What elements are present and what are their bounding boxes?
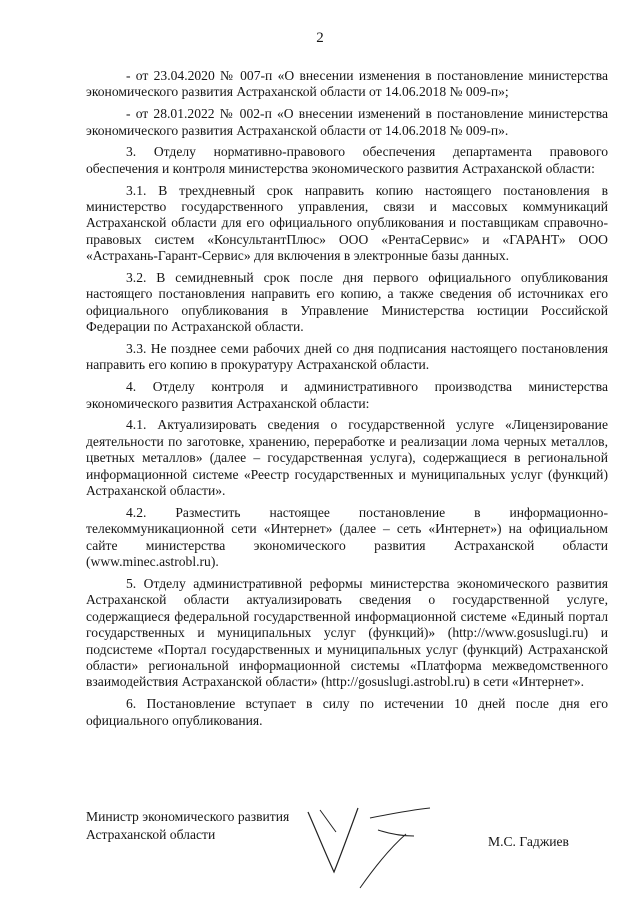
document-body xyxy=(86,68,608,734)
paragraph-6: 6. Постановление вступает в силу по истечении 10 дней после дня его официального опубликования. xyxy=(86,696,608,728)
page-number: 2 xyxy=(316,30,324,46)
paragraph-amendment-1: - от 23.04.2020 № 007-п «О внесении изменения в постановление министерства экономического развития Астраханской области от 14.06.2018 № 009-п»; xyxy=(86,68,608,100)
handwritten-signature xyxy=(290,790,470,890)
paragraph-3-1: 3.1. В трехдневный срок направить копию настоящего постановления в министерство государственного управления, связи и массовых коммуникаций Астраханской области для его официального опубликования и поставщикам справочно-правовых систем «КонсультантПлюс» ООО «РентаСервис» и «ГАРАНТ» ООО «Астрахань-Гарант-Сервис» для включения в электронные базы данных. xyxy=(86,182,608,264)
paragraph-4-2: 4.2. Разместить настоящее постановление в информационно-телекоммуникационной сети «Интернет» (далее – сеть «Интернет») на официальном сайте министерства экономического развития Астраханской области (www.minec.astrobl.ru). xyxy=(86,504,608,570)
paragraph-3-2: 3.2. В семидневный срок после дня первого официального опубликования настоящего постановления направить его копию, а также сведения об источниках его официального опубликования в Управление Министерства юстиции Российской Федерации по Астраханской области. xyxy=(86,270,608,335)
paragraph-4-1: 4.1. Актуализировать сведения о государственной услуге «Лицензирование деятельности по заготовке, хранению, переработке и реализации лома черных металлов, цветных металлов» (далее – государственная услуга), содержащиеся в региональной информационной системе «Реестр государственных и муниципальных услуг (функций) Астраханской области». xyxy=(86,417,608,499)
paragraph-4: 4. Отделу контроля и административного производства министерства экономического развития Астраханской области: xyxy=(86,379,608,411)
signatory-title-line1: Министр экономического развития xyxy=(86,809,290,824)
paragraph-3-3: 3.3. Не позднее семи рабочих дней со дня подписания настоящего постановления направить его копию в прокуратуру Астраханской области. xyxy=(86,341,608,373)
paragraph-3: 3. Отделу нормативно-правового обеспечения департамента правового обеспечения и контроля министерства экономического развития Астраханской области: xyxy=(86,144,608,176)
paragraph-5: 5. Отделу административной реформы министерства экономического развития Астраханской области актуализировать сведения о государственной услуге, содержащиеся федеральной государственной информационной системе «Единый портал государственных и муниципальных услуг (функций)» (http://www.gosuslugi.ru) и подсистеме «Портал государственных и муниципальных услуг (функций) Астраханской области» региональной информационной системы «Платформа межведомственного взаимодействия Астраханской области» (http://gosuslugi.astrobl.ru) в сети «Интернет». xyxy=(86,575,608,690)
paragraph-amendment-2: - от 28.01.2022 № 002-п «О внесении изменений в постановление министерства экономического развития Астраханской области от 14.06.2018 № 009-п». xyxy=(86,106,608,138)
signatory-title-line2: Астраханской области xyxy=(86,827,216,842)
signatory-title xyxy=(86,808,289,844)
signatory-name: М.С. Гаджиев xyxy=(488,834,569,849)
